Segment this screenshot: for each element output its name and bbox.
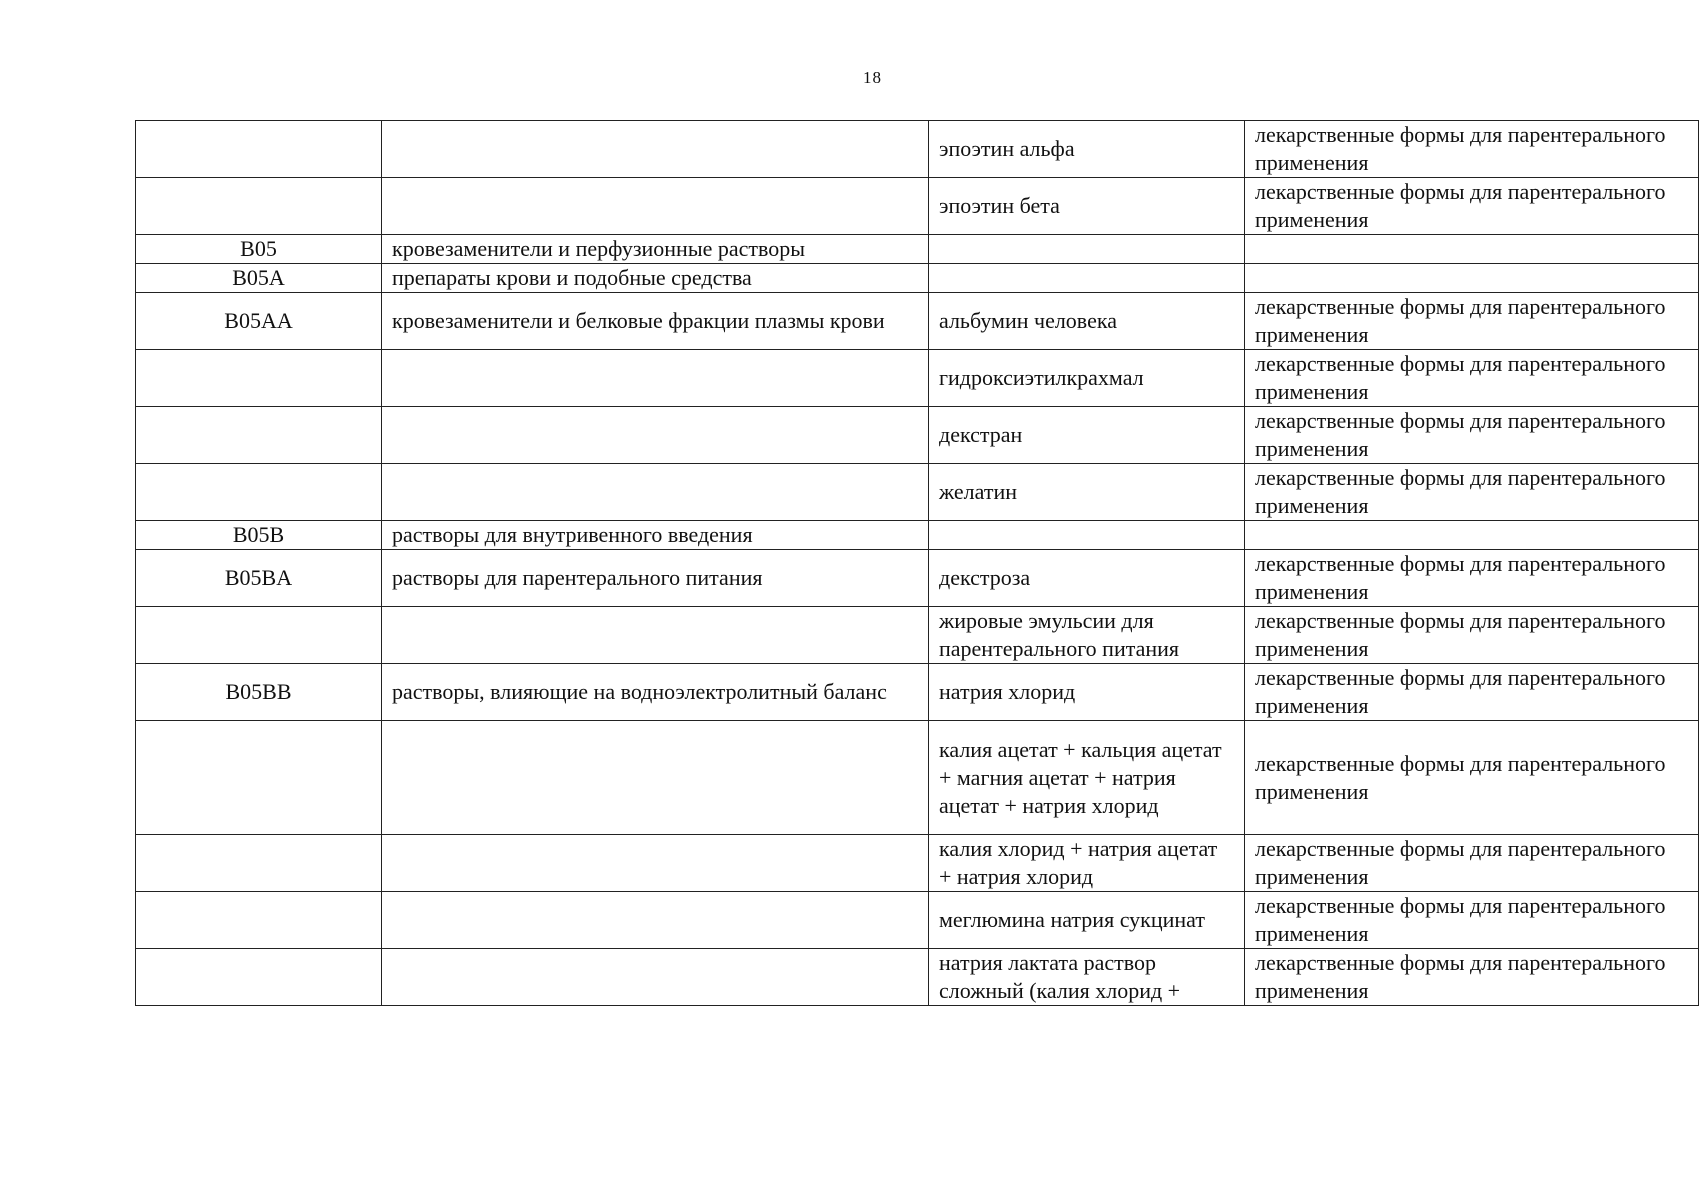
table-row [136, 835, 1699, 892]
dosage-form-cell: лекарственные формы для парентерального применения [1245, 407, 1699, 464]
atc-code-cell [136, 464, 382, 521]
substance-cell [929, 521, 1245, 550]
substance-cell: желатин [929, 464, 1245, 521]
page-number: 18 [863, 68, 882, 87]
substance-cell: меглюмина натрия сукцинат [929, 892, 1245, 949]
table-row [136, 892, 1699, 949]
table-row [136, 664, 1699, 721]
substance-cell: калия ацетат + кальция ацетат + магния ацетат + натрия ацетат + натрия хлорид [929, 721, 1245, 835]
table-row [136, 293, 1699, 350]
table-row [136, 264, 1699, 293]
dosage-form-cell: лекарственные формы для парентерального применения [1245, 178, 1699, 235]
atc-code-cell [136, 721, 382, 835]
substance-cell: альбумин человека [929, 293, 1245, 350]
dosage-form-cell: лекарственные формы для парентерального применения [1245, 892, 1699, 949]
dosage-form-cell: лекарственные формы для парентерального применения [1245, 835, 1699, 892]
table-row [136, 350, 1699, 407]
dosage-form-cell: лекарственные формы для парентерального применения [1245, 949, 1699, 1006]
group-name-cell [382, 892, 929, 949]
group-name-cell [382, 607, 929, 664]
substance-cell: гидроксиэтилкрахмал [929, 350, 1245, 407]
atc-code-cell: B05BB [136, 664, 382, 721]
table-row [136, 721, 1699, 835]
table-row [136, 521, 1699, 550]
group-name-cell: растворы для внутривенного введения [382, 521, 929, 550]
atc-code-cell [136, 607, 382, 664]
atc-code-cell: B05BA [136, 550, 382, 607]
dosage-form-cell: лекарственные формы для парентерального применения [1245, 607, 1699, 664]
group-name-cell [382, 835, 929, 892]
dosage-form-cell [1245, 235, 1699, 264]
substance-cell: эпоэтин бета [929, 178, 1245, 235]
substance-cell: декстроза [929, 550, 1245, 607]
substance-cell: натрия хлорид [929, 664, 1245, 721]
substance-cell [929, 264, 1245, 293]
group-name-cell [382, 121, 929, 178]
atc-code-cell: B05A [136, 264, 382, 293]
atc-code-cell [136, 178, 382, 235]
substance-cell: калия хлорид + натрия ацетат + натрия хлорид [929, 835, 1245, 892]
dosage-form-cell: лекарственные формы для парентерального применения [1245, 121, 1699, 178]
group-name-cell: растворы, влияющие на водноэлектролитный баланс [382, 664, 929, 721]
dosage-form-cell: лекарственные формы для парентерального применения [1245, 721, 1699, 835]
dosage-form-cell: лекарственные формы для парентерального применения [1245, 464, 1699, 521]
group-name-cell: препараты крови и подобные средства [382, 264, 929, 293]
table-row [136, 235, 1699, 264]
drug-list-table [135, 120, 1699, 1006]
dosage-form-cell: лекарственные формы для парентерального применения [1245, 350, 1699, 407]
atc-code-cell [136, 407, 382, 464]
table-row [136, 949, 1699, 1006]
dosage-form-cell: лекарственные формы для парентерального применения [1245, 550, 1699, 607]
table-row [136, 607, 1699, 664]
table-row [136, 550, 1699, 607]
group-name-cell [382, 464, 929, 521]
group-name-cell [382, 178, 929, 235]
substance-cell: эпоэтин альфа [929, 121, 1245, 178]
atc-code-cell [136, 835, 382, 892]
atc-code-cell: B05 [136, 235, 382, 264]
group-name-cell: кровезаменители и белковые фракции плазмы крови [382, 293, 929, 350]
atc-code-cell [136, 121, 382, 178]
atc-code-cell [136, 949, 382, 1006]
table-row [136, 407, 1699, 464]
group-name-cell: кровезаменители и перфузионные растворы [382, 235, 929, 264]
atc-code-cell: B05AA [136, 293, 382, 350]
substance-cell: жировые эмульсии для парентерального питания [929, 607, 1245, 664]
substance-cell: натрия лактата раствор сложный (калия хлорид + [929, 949, 1245, 1006]
group-name-cell: растворы для парентерального питания [382, 550, 929, 607]
atc-code-cell: B05B [136, 521, 382, 550]
table-row [136, 121, 1699, 178]
atc-code-cell [136, 892, 382, 949]
dosage-form-cell [1245, 521, 1699, 550]
dosage-form-cell: лекарственные формы для парентерального применения [1245, 664, 1699, 721]
group-name-cell [382, 407, 929, 464]
table-row [136, 464, 1699, 521]
group-name-cell [382, 949, 929, 1006]
substance-cell: декстран [929, 407, 1245, 464]
dosage-form-cell [1245, 264, 1699, 293]
group-name-cell [382, 350, 929, 407]
group-name-cell [382, 721, 929, 835]
dosage-form-cell: лекарственные формы для парентерального применения [1245, 293, 1699, 350]
atc-code-cell [136, 350, 382, 407]
table-row [136, 178, 1699, 235]
substance-cell [929, 235, 1245, 264]
